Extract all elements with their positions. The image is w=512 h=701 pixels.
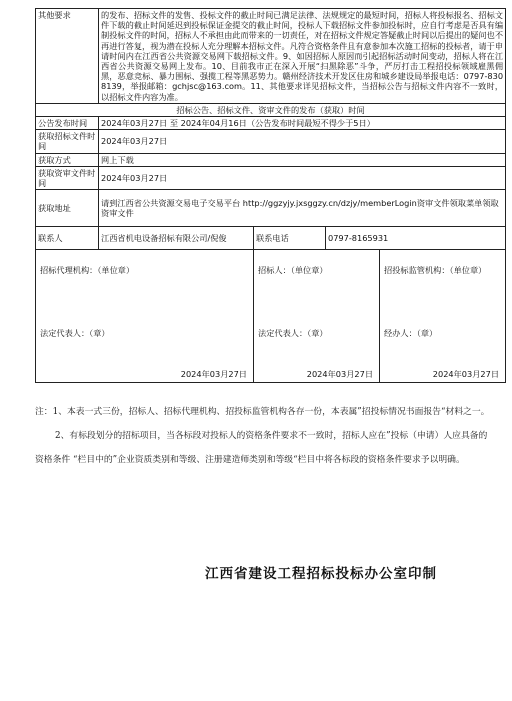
row-label: 获取地址 [36,190,99,227]
tenderer-date: 2024年03月27日 [306,369,374,380]
section-title-row [36,103,506,116]
signature-tenderer [254,250,380,382]
note-2: 2、有标段划分的招标项目，当各标段对投标人的资格条件要求不一致时，招标人应在”投标（申请）人应具备的资格条件 “栏目中的”企业资质类别和等级、注册建造师类别和等级“栏目中将各标段的资格条件要求予以明确。 [35,431,488,465]
phone-label: 联系电话 [254,227,326,250]
row-value: 网上下载 [99,153,506,166]
form-page [35,8,505,383]
contact-row [36,227,506,250]
other-requirements-text: 的发布、招标文件的发售、投标文件的截止时间已满足法律、法规规定的最短时间，招标人将投标报名、招标文件下载的截止时间延迟到投标保证金提交的截止时间，投标人下载招标文件参加投标时，应自行考虑是否具有编制投标文件的时间，招标人不承担由此而带来的一切责任，对在招标文件规定答疑截止时间以后提出的疑问也不再进行答复，视为潜在投标人充分理解本招标文件。凡符合资格条件且有意参加本次施工招标的投标者，请于申请时间内在江西省公共资源交易网下载招标文件。9、如因招标人原因而引起招标活动时间变动，招标人将在江西省公共资源交易网上发布。10、目前我市正在深入开展“扫黑除恶”斗争，严厉打击工程招投标领域雇黑佣黑，恶意竞标、暴力围标、强揽工程等黑恶势力。赣州经济技术开发区住房和城乡建设局举报电话：0797-8308139，举报邮箱：gchjsc@163.com。11、其他要求详见招标文件，当招标公告与招标文件内容不一致时，以招标文件内容为准。 [99,9,506,104]
signature-row [36,250,506,383]
row-label: 获取方式 [36,153,99,166]
contact-label: 联系人 [36,227,99,250]
supervisor-rep-label: 经办人：（章） [384,328,438,339]
signature-subtable [254,250,505,382]
supervisor-date: 2024年03月27日 [432,369,500,380]
row-value: 请到江西省公共资源交易电子交易平台 http://ggzyjy.jxsggzy.cn/dzjy/memberLogin资审文件领取菜单领取资审文件 [99,190,506,227]
supervisor-seal-label: 招投标监管机构：（单位章） [384,265,487,276]
agency-seal-label: 招标代理机构：（单位章） [40,265,135,276]
row-value: 2024年03月27日 至 2024年04月16日（公告发布时间最短不得少于5日） [99,117,506,130]
row-value: 2024年03月27日 [99,130,506,153]
table-row [36,190,506,227]
row-label: 获取招标文件时间 [36,130,99,153]
agency-rep-label: 法定代表人：（章） [40,328,110,339]
bid-notice-table [35,8,506,383]
other-requirements-label: 其他要求 [36,9,99,104]
table-row [36,130,506,153]
tenderer-rep-label: 法定代表人：（章） [258,328,328,339]
contact-value: 江西省机电设备招标有限公司/倪俊 [99,227,254,250]
row-label: 公告发布时间 [36,117,99,130]
other-requirements-row [36,9,506,104]
signature-group [254,250,506,383]
notes [35,400,495,472]
note-1: 注：1、本表一式三份，招标人、招标代理机构、招投标监管机构各存一份，本表属”招投标情况书面报告“材料之一。 [35,407,490,417]
section-title: 招标公告、招标文件、资审文件的发布（获取）时间 [36,103,506,116]
table-row [36,153,506,166]
signature-agency [36,250,254,383]
tenderer-seal-label: 招标人：（单位章） [258,265,328,276]
agency-date: 2024年03月27日 [180,369,247,380]
phone-value: 0797-8165931 [326,227,506,250]
footer-printer: 江西省建设工程招标投标办公室印制 [205,566,437,582]
signature-supervisor [380,250,506,382]
row-label: 获取资审文件时间 [36,166,99,189]
row-value: 2024年03月27日 [99,166,506,189]
table-row [36,117,506,130]
table-row [36,166,506,189]
